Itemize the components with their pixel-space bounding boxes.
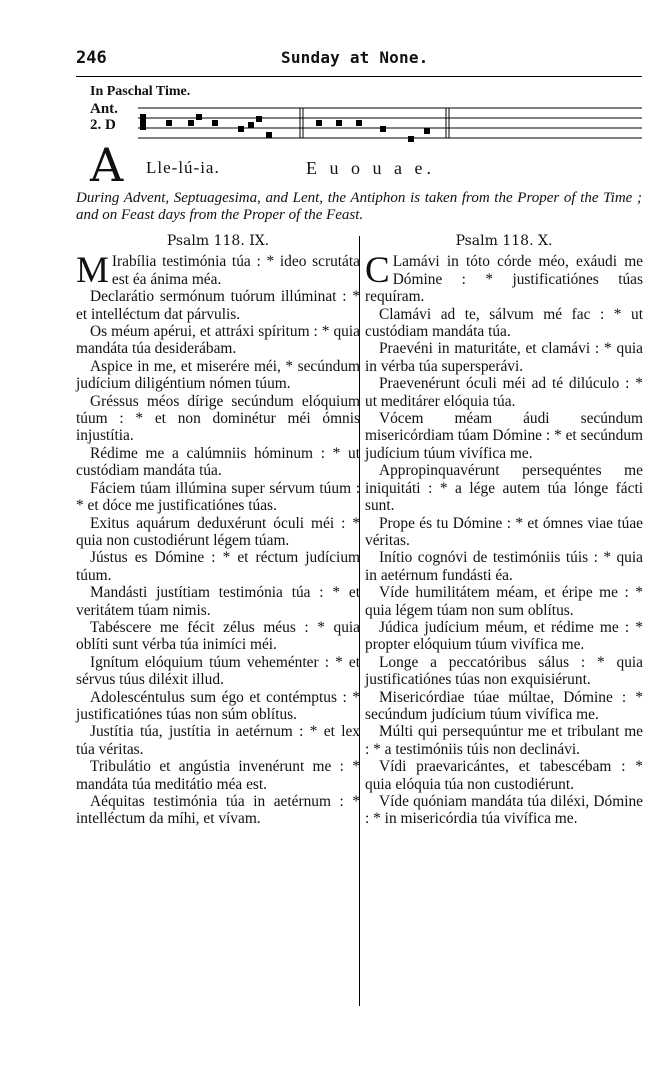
drop-cap: M	[76, 250, 109, 292]
verse: Justítia túa, justítia in aetérnum : * et lex túa véritas.	[76, 723, 360, 758]
verse: Mandásti justítiam testimónia túa : * et veritátem túam nimis.	[76, 584, 360, 619]
verse-list	[365, 306, 643, 828]
chant-neume	[248, 122, 254, 128]
verse: Jústus es Dómine : * et réctum judícium túum.	[76, 549, 360, 584]
verse: Praevéni in maturitáte, et clamávi : * quia in vérba túa supersperávi.	[365, 340, 643, 375]
psalm-column-left	[76, 233, 360, 828]
verse: Víde quóniam mandáta túa diléxi, Dómine : * in misericórdia túa vivífica me.	[365, 793, 643, 828]
chant-neume	[166, 120, 172, 126]
chant-neume	[256, 116, 262, 122]
verse: Vócem méam áudi secúndum misericórdiam túam Dómine : * et secúndum judícium túum vivífica me.	[365, 410, 643, 462]
psalm-title: Psalm 118. IX.	[166, 233, 270, 249]
verse	[365, 250, 643, 306]
chant-clef	[140, 114, 146, 130]
chant-neume	[212, 120, 218, 126]
verse: Clamávi ad te, sálvum mé fac : * ut custódiam mandáta túa.	[365, 305, 643, 341]
chant-staff	[90, 100, 642, 152]
verse: Fáciem túam illúmina super sérvum túum : * et dóce me justificatiónes túas.	[76, 479, 360, 515]
antiphon-text: Lle-lú-ia.	[146, 158, 220, 177]
drop-cap: C	[365, 250, 390, 292]
ant-label: Ant.	[90, 101, 118, 117]
header-rule	[76, 76, 642, 77]
verse: Tribulátio et angústia invenérunt me : * mandáta túa meditátio méa est.	[76, 758, 360, 793]
verse: Exitus aquárum deduxérunt óculi méi : * quia non custodiérunt légem túam.	[76, 514, 360, 549]
verse: Múlti qui persequúntur me et tribulant me : * a testimóniis túis non declinávi.	[365, 723, 643, 758]
verse: Declarátio sermónum tuórum illúminat : * et intelléctum dat párvulis.	[76, 288, 360, 323]
chant-neume	[356, 120, 362, 126]
chant-neume	[266, 132, 272, 138]
chant-neume	[336, 120, 342, 126]
page-number: 246	[76, 48, 107, 68]
chant-neume	[316, 120, 322, 126]
chant-neume	[188, 120, 194, 126]
verse: Júdica judícium méum, et rédime me : * propter elóquium túum vivífica me.	[365, 618, 643, 654]
verse: Aéquitas testimónia túa in aetérnum : * intelléctum da míhi, et vívam.	[76, 793, 360, 828]
verse: Appropinquavérunt persequéntes me iniquitáti : * a lége autem túa lónge fácti sunt.	[365, 462, 643, 515]
page-header	[76, 46, 642, 72]
rubric: During Advent, Septuagesima, and Lent, the Antiphon is taken from the Proper of the Time ; and on Feast days from the Proper of the Feast.	[76, 190, 642, 223]
verse: Praevenérunt óculi méi ad té dilúculo : * ut meditárer elóquia túa.	[365, 375, 643, 410]
chant-neume	[408, 136, 414, 142]
verse: Gréssus méos dírige secúndum elóquium túum : * et non dominétur méi ómnis injustítia.	[76, 392, 360, 445]
verse: Rédime me a calúmniis hóminum : * ut custódiam mandáta túa.	[76, 444, 360, 480]
verse	[76, 250, 360, 292]
verse: Longe a peccatóribus sálus : * quia justificatiónes túas non exquisiérunt.	[365, 653, 643, 689]
verse-text: Lamávi in tóto córde méo, exáudi me Dómine : * justificatiónes túas requíram.	[365, 253, 643, 306]
season-label: In Paschal Time.	[90, 84, 191, 99]
verse: Ignítum elóquium túum veheménter : * et sérvus túus diléxit illud.	[76, 653, 360, 689]
running-title: Sunday at None.	[281, 48, 429, 67]
verse: Os méum apérui, et attráxi spíritum : * quia mandáta túa desiderábam.	[76, 323, 360, 358]
euouae-text: E u o u a e.	[306, 158, 435, 178]
verse: Prope és tu Dómine : * et ómnes viae túae véritas.	[365, 514, 643, 549]
antiphon-initial: A	[90, 138, 124, 192]
psalm-column-right	[365, 233, 643, 828]
verse-text: Irabília testimónia túa : * ideo scrutáta est éa ánima méa.	[111, 253, 360, 288]
chant-neume	[196, 114, 202, 120]
chant-neume	[424, 128, 430, 134]
mode-label: 2. D	[90, 117, 116, 133]
verse: Aspice in me, et miserére méi, * secúndum judícium diligéntium nómen túum.	[76, 357, 360, 393]
chant-neume	[238, 126, 244, 132]
psalm-title: Psalm 118. X.	[455, 233, 553, 249]
verse: Inítio cognóvi de testimóniis túis : * quia in aetérnum fundásti éa.	[365, 549, 643, 584]
chant-neume	[380, 126, 386, 132]
verse: Vídi praevaricántes, et tabescébam : * quia elóquia túa non custodiérunt.	[365, 758, 643, 793]
verse: Tabéscere me fécit zélus méus : * quia oblíti sunt vérba túa inimíci méi.	[76, 618, 360, 654]
verse-list	[76, 288, 360, 828]
verse: Adolescéntulus sum égo et contémptus : * justificatiónes túas non súm oblítus.	[76, 688, 360, 723]
verse: Víde humilitátem méam, et éripe me : * quia légem túam non sum oblítus.	[365, 584, 643, 619]
verse: Misericórdiae túae múltae, Dómine : * secúndum judícium túum vivífica me.	[365, 688, 643, 723]
